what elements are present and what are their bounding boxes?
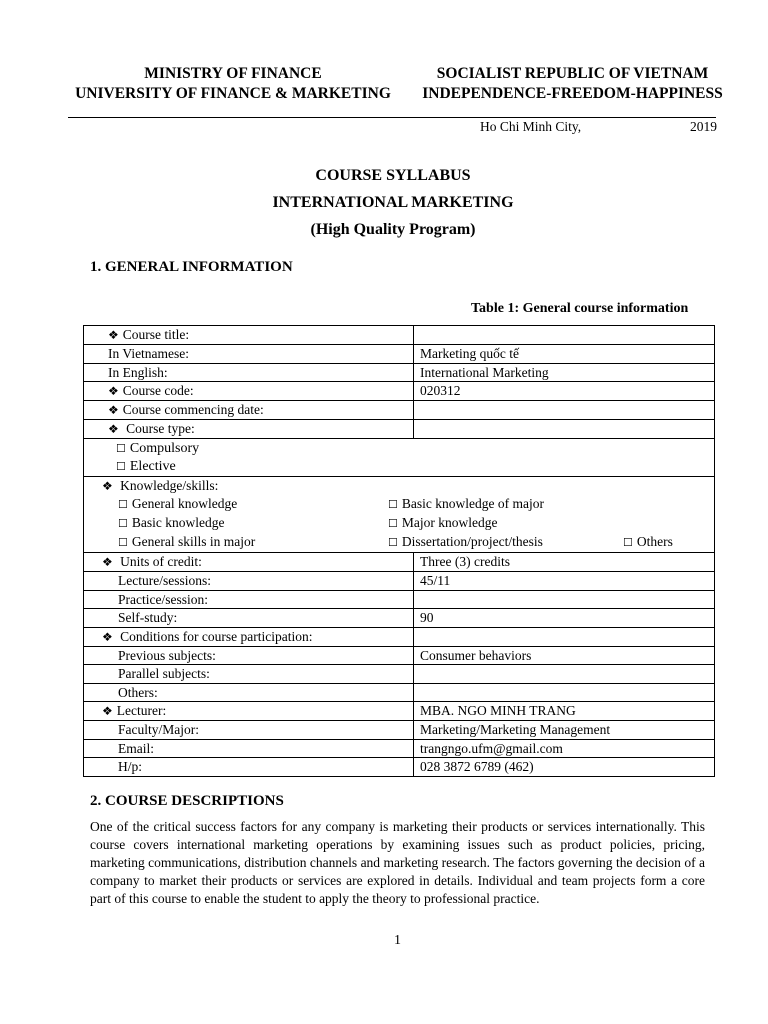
course-description-paragraph: One of the critical success factors for any company is marketing their products or services internationally. This course covers international marketing operations by examining issues such as product policies, pricing, marketing communications, distribution channels and marketing research. The factors governing the decision of a company to market their products or services are explored in details. Individual and team projects form a core part of this course to enable the student to apply the theory to professional practice. xyxy=(90,819,705,906)
motto: INDEPENDENCE-FREEDOM-HAPPINESS xyxy=(422,85,723,102)
table-row: ❖ Course commencing date: xyxy=(84,401,715,420)
title-program: (High Quality Program) xyxy=(310,221,476,238)
table-row: Parallel subjects: xyxy=(84,665,715,684)
university-name: UNIVERSITY OF FINANCE & MARKETING xyxy=(75,85,391,102)
republic-name: SOCIALIST REPUBLIC OF VIETNAM xyxy=(436,65,709,82)
table-row: ❖ Course type: xyxy=(84,420,715,439)
empty-checkbox-icon[interactable]: ☐ xyxy=(116,461,126,473)
table-row: In Vietnamese: Marketing quốc tế xyxy=(84,345,715,364)
table-row: Others: xyxy=(84,683,715,702)
section-2-heading: 2. COURSE DESCRIPTIONS xyxy=(90,793,284,809)
empty-checkbox-icon[interactable]: ☐ xyxy=(118,499,128,511)
ministry-name: MINISTRY OF FINANCE xyxy=(144,65,322,82)
table-row: ❖ Units of credit: Three (3) credits xyxy=(84,553,715,572)
header-left xyxy=(68,64,398,104)
page-number: 1 xyxy=(394,933,401,948)
diamond-bullet-icon: ❖ xyxy=(108,422,119,436)
title-course: INTERNATIONAL MARKETING xyxy=(272,194,514,211)
table-caption: Table 1: General course information xyxy=(471,301,689,316)
diamond-bullet-icon: ❖ xyxy=(108,403,119,417)
place-label: Ho Chi Minh City, xyxy=(480,119,582,134)
header-right xyxy=(405,64,740,104)
header-rule xyxy=(68,117,716,118)
table-row: ❖ Conditions for course participation: xyxy=(84,627,715,646)
empty-checkbox-icon[interactable]: ☐ xyxy=(116,443,126,455)
diamond-bullet-icon: ❖ xyxy=(102,629,113,644)
table-row: In English: International Marketing xyxy=(84,363,715,382)
table-row: Lecture/sessions: 45/11 xyxy=(84,572,715,591)
section-1-heading: 1. GENERAL INFORMATION xyxy=(90,259,293,275)
diamond-bullet-icon: ❖ xyxy=(108,328,119,342)
table-row: ❖ Knowledge/skills: ☐ General knowledge ☐ Basic knowledge of major ☐ Basic knowledge ☐ Major knowledge ☐ General skills in major ☐ Dissertation/project/thesis ☐ Others xyxy=(84,477,715,553)
table-row: Email: trangngo.ufm@gmail.com xyxy=(84,739,715,758)
empty-checkbox-icon[interactable]: ☐ xyxy=(388,499,398,511)
table-row: Faculty/Major: Marketing/Marketing Management xyxy=(84,721,715,740)
table-row: ❖ Course title: xyxy=(84,326,715,345)
table-row: ❖ Course code: 020312 xyxy=(84,382,715,401)
title-syllabus: COURSE SYLLABUS xyxy=(315,167,471,184)
table-row: H/p: 028 3872 6789 (462) xyxy=(84,758,715,777)
diamond-bullet-icon: ❖ xyxy=(102,479,113,493)
empty-checkbox-icon[interactable]: ☐ xyxy=(118,537,128,549)
diamond-bullet-icon: ❖ xyxy=(102,704,113,718)
year-label: 2019 xyxy=(690,119,717,134)
diamond-bullet-icon: ❖ xyxy=(102,555,113,569)
empty-checkbox-icon[interactable]: ☐ xyxy=(388,537,398,549)
table-row: ❖ Lecturer: MBA. NGO MINH TRANG xyxy=(84,702,715,721)
table-row: Previous subjects: Consumer behaviors xyxy=(84,646,715,665)
empty-checkbox-icon[interactable]: ☐ xyxy=(118,518,128,530)
table-row: Self-study: 90 xyxy=(84,609,715,628)
table-row: Practice/session: xyxy=(84,590,715,609)
course-info-table xyxy=(83,325,715,777)
empty-checkbox-icon[interactable]: ☐ xyxy=(623,537,633,549)
table-row: ☐ Compulsory ☐ Elective xyxy=(84,439,715,477)
diamond-bullet-icon: ❖ xyxy=(108,384,119,398)
empty-checkbox-icon[interactable]: ☐ xyxy=(388,518,398,530)
